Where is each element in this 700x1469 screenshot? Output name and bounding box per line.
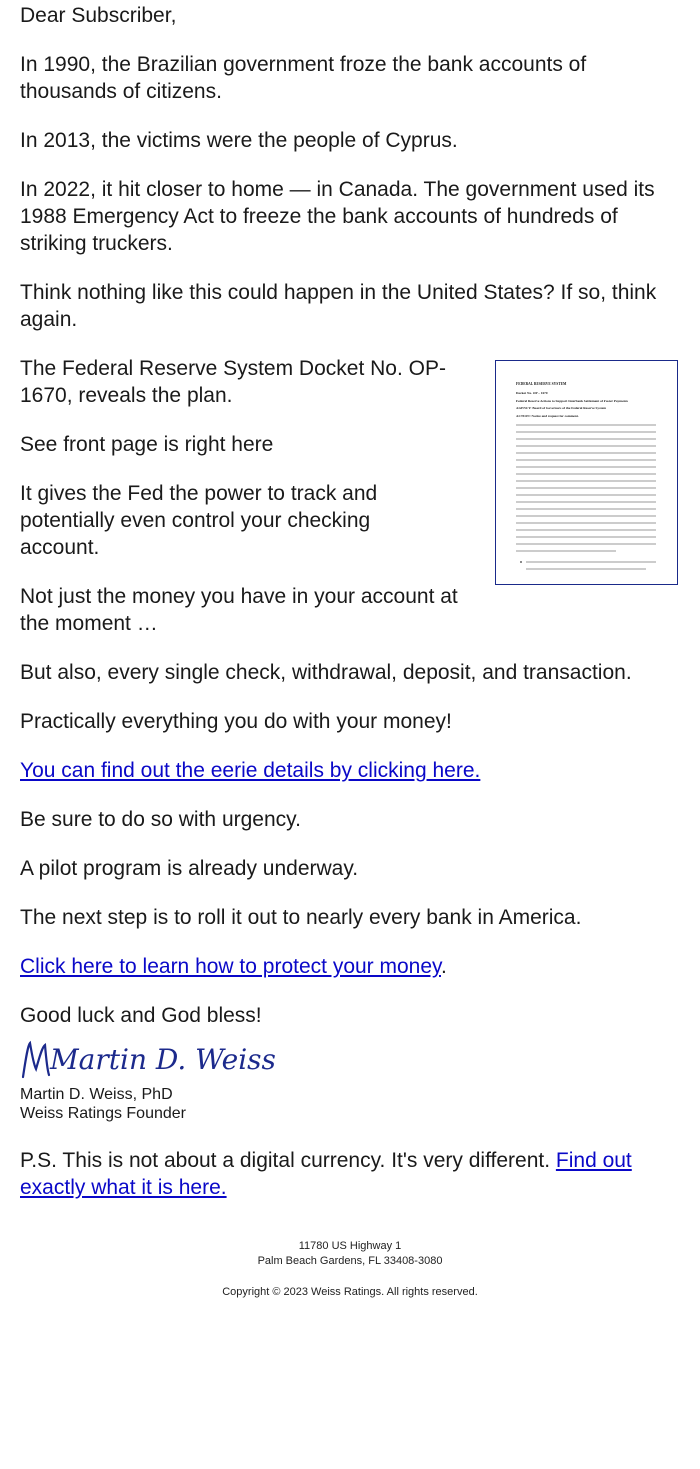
paragraph-think-again: Think nothing like this could happen in the United States? If so, think again. — [20, 281, 657, 331]
email-body — [0, 2, 700, 1300]
eerie-details-link[interactable]: You can find out the eerie details by clicking here. — [20, 759, 481, 782]
footer-address-line2: Palm Beach Gardens, FL 33408-3080 — [257, 1255, 443, 1267]
doc-subject-text: Federal Reserve Actions to Support Interbank Settlement of Faster Payments — [516, 399, 628, 403]
footer-copyright: Copyright © 2023 Weiss Ratings. All rights reserved. — [222, 1286, 478, 1298]
greeting: Dear Subscriber, — [20, 4, 177, 27]
paragraph-brazil: In 1990, the Brazilian government froze the bank accounts of thousands of citizens. — [20, 53, 587, 103]
signer-title: Weiss Ratings Founder — [20, 1105, 186, 1122]
paragraph-urgency: Be sure to do so with urgency. — [20, 808, 301, 831]
paragraph-front-page: See front page is right here — [20, 433, 274, 456]
doc-action-text: ACTION: Notice and request for comment. — [516, 414, 579, 418]
signer-name: Martin D. Weiss, PhD — [20, 1086, 173, 1103]
postscript-text: P.S. This is not about a digital currency. It's very different. — [20, 1149, 556, 1172]
paragraph-closing: Good luck and God bless! — [20, 1004, 262, 1027]
docket-front-page-image[interactable] — [495, 360, 678, 585]
footer-address-line1: 11780 US Highway 1 — [298, 1240, 402, 1252]
footer — [20, 1239, 680, 1300]
paragraph-canada: In 2022, it hit closer to home — in Canada. The government used its 1988 Emergency Act to freeze the bank accounts of hundreds of striking truckers. — [20, 178, 655, 255]
paragraph-docket: The Federal Reserve System Docket No. OP-1670, reveals the plan. — [20, 357, 446, 407]
doc-body-lines — [516, 425, 656, 569]
doc-docket-text: Docket No. OP – 1670 — [516, 391, 548, 395]
doc-agency-text: AGENCY: Board of Governors of the Federal Reserve System — [516, 406, 606, 410]
paragraph-next-step: The next step is to roll it out to nearly every bank in America. — [20, 906, 582, 929]
doc-header-text: FEDERAL RESERVE SYSTEM — [516, 382, 567, 386]
postscript — [20, 1147, 680, 1201]
find-out-link[interactable]: Find out exactly what it is here. — [20, 1149, 632, 1199]
protect-money-link[interactable]: Click here to learn how to protect your money — [20, 955, 441, 978]
link-suffix: . — [440, 955, 447, 978]
paragraph-fed-power: It gives the Fed the power to track and potentially even control your checking account. — [20, 482, 378, 559]
paragraph-pilot-program: A pilot program is already underway. — [20, 857, 359, 880]
signature-image — [20, 1037, 680, 1081]
paragraph-cyprus: In 2013, the victims were the people of Cyprus. — [20, 129, 458, 152]
paragraph-every-transaction: But also, every single check, withdrawal, deposit, and transaction. — [20, 661, 632, 684]
paragraph-practically-everything: Practically everything you do with your money! — [20, 710, 452, 733]
paragraph-money-moment: Not just the money you have in your account at the moment … — [20, 585, 458, 635]
signer-block — [20, 1085, 680, 1123]
signature-script: Martin D. Weiss — [50, 1043, 276, 1076]
